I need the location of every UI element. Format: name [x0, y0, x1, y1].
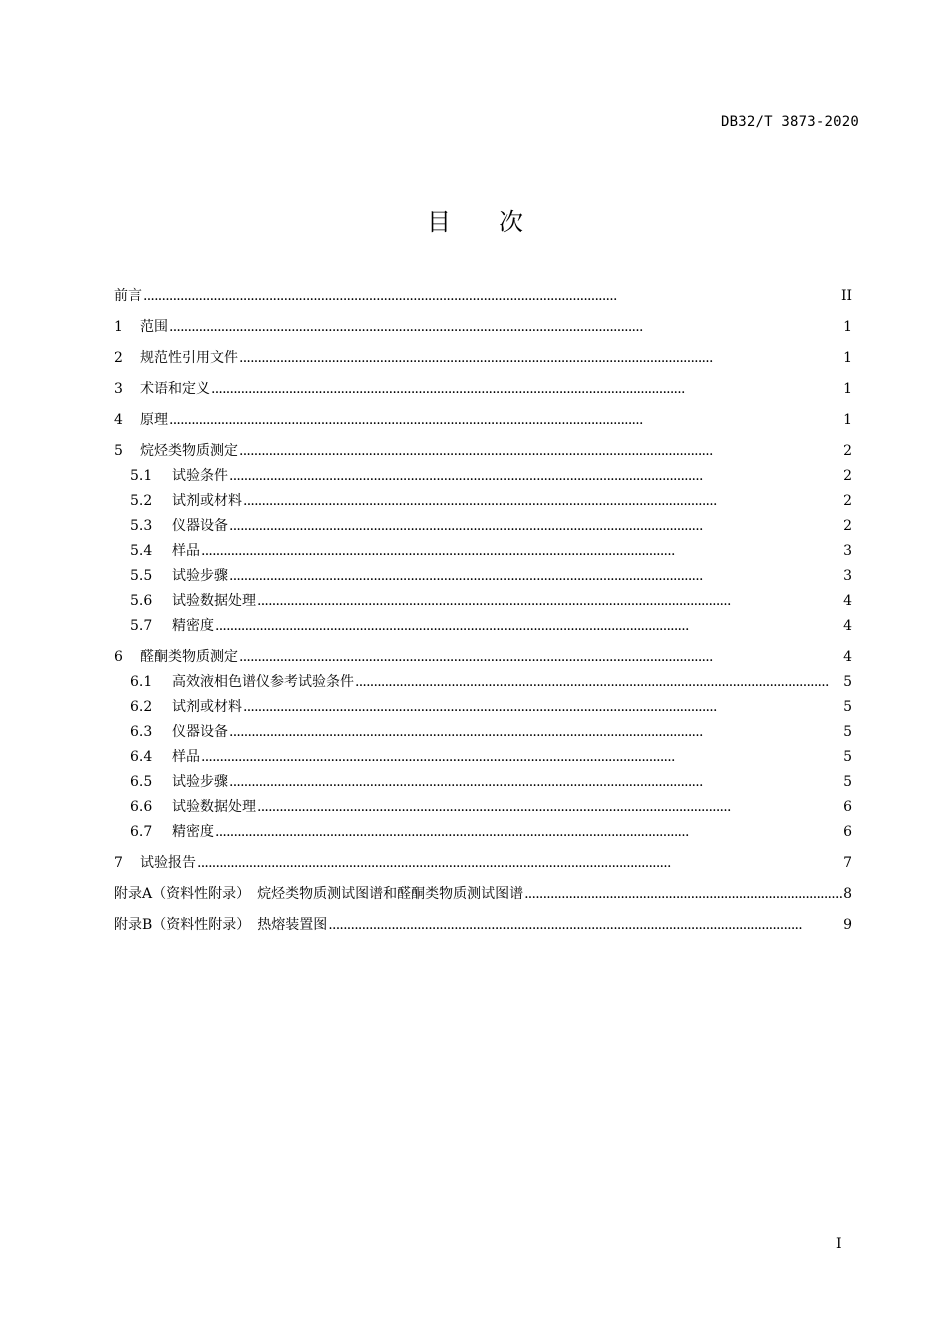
- toc-entry-page: 4: [843, 593, 852, 609]
- toc-entry-page: 1: [843, 412, 852, 428]
- toc-entry-number: 6.1: [130, 674, 153, 690]
- toc-entry[interactable]: [114, 697, 852, 717]
- toc-entry[interactable]: [114, 747, 852, 767]
- toc-entry-label: 精密度: [172, 618, 214, 634]
- toc-dot-leader: [201, 541, 842, 561]
- toc-entry-number: 5.7: [130, 618, 153, 634]
- toc-entry[interactable]: [114, 722, 852, 742]
- toc-entry-page: 6: [843, 799, 852, 815]
- toc-entry[interactable]: [114, 591, 852, 611]
- toc-entry-page: 1: [843, 381, 852, 397]
- toc-dot-leader: [229, 466, 842, 486]
- toc-entry-number: 4: [114, 412, 123, 428]
- toc-dot-leader: [239, 348, 842, 368]
- toc-entry-label: 试验条件: [172, 468, 228, 484]
- toc-dot-leader: [328, 915, 842, 935]
- toc-entry-page: 5: [843, 774, 852, 790]
- toc-entry-number: 6.4: [130, 749, 153, 765]
- toc-entry[interactable]: [114, 441, 852, 461]
- toc-entry-page: 5: [843, 749, 852, 765]
- toc-dot-leader: [143, 286, 840, 306]
- toc-entry[interactable]: [114, 286, 852, 306]
- toc-entry-page: 2: [843, 443, 852, 459]
- toc-entry-label: 醛酮类物质测定: [140, 649, 238, 665]
- toc-entry[interactable]: [114, 317, 852, 337]
- page-title: 目次: [427, 208, 571, 236]
- toc-entry-number: 6.2: [130, 699, 153, 715]
- toc-entry-number: 2: [114, 350, 123, 366]
- toc-entry-number: 5.1: [130, 468, 153, 484]
- toc-entry[interactable]: [114, 915, 852, 935]
- toc-entry-label: 试剂或材料: [172, 699, 242, 715]
- toc-dot-leader: [243, 697, 842, 717]
- toc-entry[interactable]: [114, 853, 852, 873]
- toc-entry-label: 烷烃类物质测定: [140, 443, 238, 459]
- toc-entry-label: 附录B（资料性附录） 热熔装置图: [114, 917, 328, 933]
- toc-entry[interactable]: [114, 616, 852, 636]
- toc-entry-page: 5: [843, 699, 852, 715]
- toc-dot-leader: [257, 797, 842, 817]
- table-of-contents: [114, 286, 852, 935]
- toc-entry-label: 样品: [172, 749, 200, 765]
- toc-entry-page: 5: [843, 724, 852, 740]
- toc-entry-label: 样品: [172, 543, 200, 559]
- toc-entry-number: 5.5: [130, 568, 153, 584]
- toc-entry-label: 试验数据处理: [172, 593, 256, 609]
- toc-dot-leader: [229, 516, 842, 536]
- toc-entry-page: 1: [843, 319, 852, 335]
- toc-entry-page: 7: [843, 855, 852, 871]
- toc-entry-label: 精密度: [172, 824, 214, 840]
- toc-dot-leader: [211, 379, 842, 399]
- toc-entry-number: 5.3: [130, 518, 153, 534]
- toc-entry[interactable]: [114, 466, 852, 486]
- toc-entry[interactable]: [114, 516, 852, 536]
- toc-dot-leader: [169, 410, 842, 430]
- toc-entry-number: 6.5: [130, 774, 153, 790]
- toc-entry-page: 2: [843, 518, 852, 534]
- toc-entry[interactable]: [114, 822, 852, 842]
- toc-entry-number: 1: [114, 319, 123, 335]
- toc-entry-label: 试验报告: [140, 855, 196, 871]
- standard-code: DB32/T 3873-2020: [720, 114, 859, 130]
- toc-entry-label: 范围: [140, 319, 168, 335]
- toc-entry-label: 试剂或材料: [172, 493, 242, 509]
- toc-entry-number: 5.4: [130, 543, 153, 559]
- toc-entry-page: 3: [843, 568, 852, 584]
- toc-entry[interactable]: [114, 566, 852, 586]
- toc-entry-number: 5: [114, 443, 123, 459]
- toc-entry[interactable]: [114, 647, 852, 667]
- toc-entry-label: 试验步骤: [172, 568, 228, 584]
- toc-dot-leader: [355, 672, 842, 692]
- toc-dot-leader: [243, 491, 842, 511]
- toc-dot-leader: [229, 772, 842, 792]
- toc-entry-number: 7: [114, 855, 123, 871]
- toc-entry-page: 2: [843, 468, 852, 484]
- toc-dot-leader: [239, 441, 842, 461]
- page-number: I: [836, 1236, 842, 1252]
- toc-entry-page: 4: [843, 618, 852, 634]
- toc-entry-label: 试验步骤: [172, 774, 228, 790]
- toc-entry-page: 2: [843, 493, 852, 509]
- toc-entry[interactable]: [114, 772, 852, 792]
- toc-dot-leader: [215, 822, 842, 842]
- toc-dot-leader: [201, 747, 842, 767]
- toc-entry[interactable]: [114, 672, 852, 692]
- toc-dot-leader: [169, 317, 842, 337]
- toc-entry-label: 仪器设备: [172, 518, 228, 534]
- toc-entry[interactable]: [114, 348, 852, 368]
- toc-entry-page: 5: [843, 674, 852, 690]
- toc-entry-page: 1: [843, 350, 852, 366]
- toc-entry[interactable]: [114, 410, 852, 430]
- toc-entry-page: 3: [843, 543, 852, 559]
- toc-dot-leader: [524, 884, 842, 904]
- toc-dot-leader: [215, 616, 842, 636]
- toc-entry-number: 5.2: [130, 493, 153, 509]
- toc-entry[interactable]: [114, 797, 852, 817]
- toc-entry-label: 术语和定义: [140, 381, 210, 397]
- toc-entry-label: 附录A（资料性附录） 烷烃类物质测试图谱和醛酮类物质测试图谱: [114, 886, 524, 902]
- toc-entry-number: 5.6: [130, 593, 153, 609]
- toc-dot-leader: [239, 647, 842, 667]
- toc-entry-number: 6.3: [130, 724, 153, 740]
- toc-entry-page: 9: [843, 917, 852, 933]
- toc-entry-label: 试验数据处理: [172, 799, 256, 815]
- toc-entry-page: II: [840, 288, 852, 304]
- toc-entry-label: 规范性引用文件: [140, 350, 238, 366]
- toc-entry-number: 6.7: [130, 824, 153, 840]
- toc-dot-leader: [197, 853, 842, 873]
- toc-entry-page: 8: [843, 886, 852, 902]
- toc-entry[interactable]: [114, 379, 852, 399]
- toc-entry-page: 6: [843, 824, 852, 840]
- toc-entry-label: 仪器设备: [172, 724, 228, 740]
- toc-entry-number: 6.6: [130, 799, 153, 815]
- toc-entry-number: 3: [114, 381, 123, 397]
- toc-entry-label: 原理: [140, 412, 168, 428]
- toc-entry-number: 6: [114, 649, 123, 665]
- toc-dot-leader: [229, 566, 842, 586]
- toc-entry[interactable]: [114, 884, 852, 904]
- toc-entry[interactable]: [114, 541, 852, 561]
- toc-entry-label: 前言: [114, 288, 142, 304]
- toc-entry-label: 高效液相色谱仪参考试验条件: [172, 674, 354, 690]
- toc-entry-page: 4: [843, 649, 852, 665]
- toc-dot-leader: [257, 591, 842, 611]
- toc-dot-leader: [229, 722, 842, 742]
- toc-entry[interactable]: [114, 491, 852, 511]
